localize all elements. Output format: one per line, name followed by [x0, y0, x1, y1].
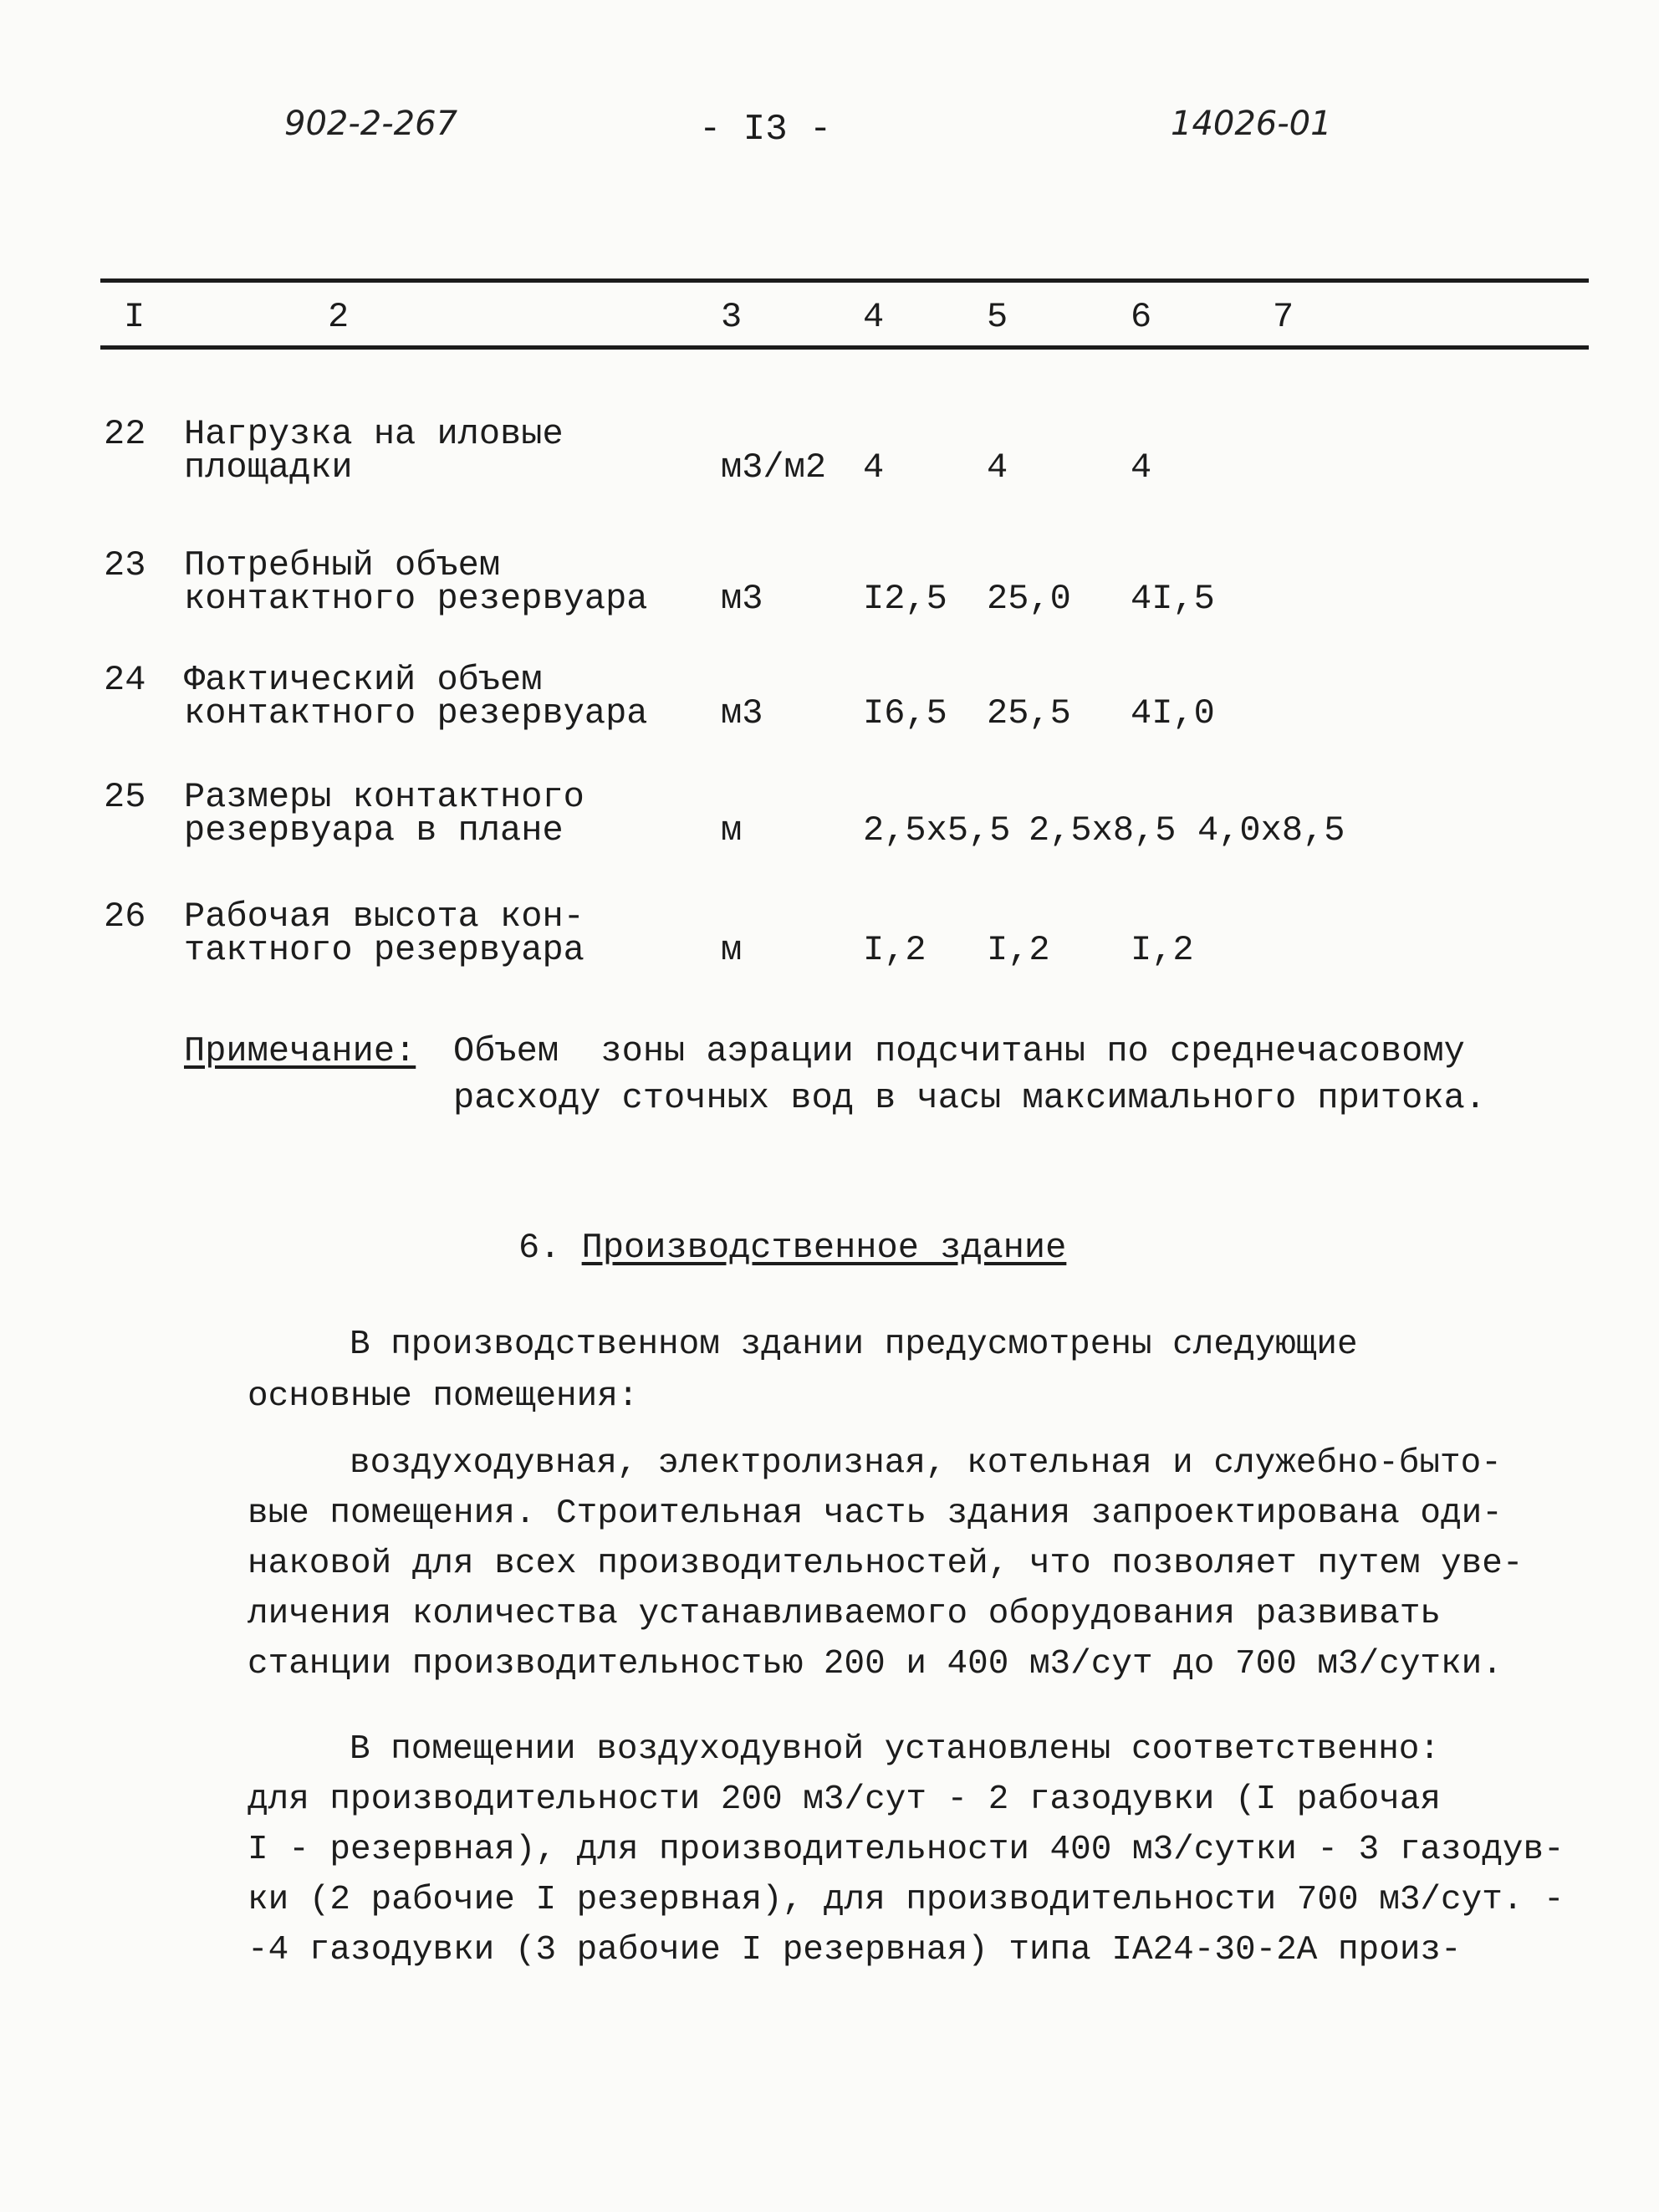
row-value-col4: 4 [863, 447, 885, 488]
sheet-code: 14026-01 [1171, 105, 1332, 143]
row-number: 23 [104, 545, 146, 585]
paragraph-line: наковой для всех производительностей, что позволяет путем уве- [248, 1545, 1524, 1583]
paragraph-line: основные помещения: [248, 1377, 639, 1416]
paragraph-line: для производительности 200 м3/сут - 2 газодувки (I рабочая [248, 1780, 1442, 1819]
row-name-line1: Рабочая высота кон- [184, 897, 584, 937]
row-value-col4: I2,5 [863, 579, 947, 619]
row-value-col6: I,2 [1131, 930, 1194, 970]
row-name-line1: Размеры контактного [184, 777, 584, 817]
row-name-line2: тактного резервуара [184, 930, 584, 970]
row-value-col6: 4,0х8,5 [1197, 810, 1345, 851]
row-name-line2: контактного резервуара [184, 579, 648, 619]
paragraph-line: воздуходувная, электролизная, котельная и служебно-быто- [350, 1444, 1502, 1483]
row-name-line1: Нагрузка на иловые [184, 414, 564, 454]
section-heading [518, 1228, 1066, 1268]
paragraph-line: -4 газодувки (3 рабочие I резервная) типа IA24-30-2A произ- [248, 1931, 1462, 1969]
row-value-col5: 25,5 [987, 693, 1071, 733]
col-header-7: 7 [1273, 297, 1294, 337]
note-line-2: расходу сточных вод в часы максимального притока. [453, 1078, 1487, 1118]
document-code: 902-2-267 [284, 105, 458, 143]
row-value-col5: 2,5х8,5 [1029, 810, 1177, 851]
section-title: Производственное здание [581, 1228, 1067, 1268]
row-unit: м3/м2 [721, 447, 827, 488]
row-value-col4: I6,5 [863, 693, 947, 733]
col-header-5: 5 [987, 297, 1008, 337]
col-header-3: 3 [721, 297, 743, 337]
section-number: 6. [518, 1228, 561, 1268]
paragraph-line: В производственном здании предусмотрены следующие [350, 1326, 1358, 1364]
row-value-col5: I,2 [987, 930, 1050, 970]
table-top-rule [100, 278, 1589, 283]
paragraph-line: I - резервная), для производительности 400 м3/сутки - 3 газодув- [248, 1831, 1565, 1869]
row-unit: м3 [721, 579, 763, 619]
row-value-col4: I,2 [863, 930, 926, 970]
row-number: 26 [104, 897, 146, 937]
col-header-4: 4 [863, 297, 885, 337]
page-number: - I3 - [699, 109, 832, 151]
row-name-line2: контактного резервуара [184, 693, 648, 733]
paragraph-line: личения количества устанавливаемого оборудования развивать [248, 1595, 1442, 1633]
paragraph-line: станции производительностью 200 и 400 м3/сут до 700 м3/сутки. [248, 1645, 1503, 1683]
col-header-6: 6 [1131, 297, 1152, 337]
row-unit: м [721, 810, 743, 851]
row-name-line1: Потребный объем [184, 545, 501, 585]
table-header-rule [100, 345, 1589, 350]
note-label: Примечание: [184, 1031, 416, 1071]
row-unit: м [721, 930, 743, 970]
note-line-1: Объем зоны аэрации подсчитаны по среднечасовому [453, 1031, 1465, 1071]
row-name-line1: Фактический объем [184, 660, 543, 700]
col-header-1: I [124, 297, 145, 337]
row-value-col4: 2,5х5,5 [863, 810, 1011, 851]
col-header-2: 2 [328, 297, 350, 337]
row-number: 25 [104, 777, 146, 817]
row-name-line2: резервуара в плане [184, 810, 564, 851]
row-value-col6: 4I,0 [1131, 693, 1215, 733]
row-number: 22 [104, 414, 146, 454]
row-value-col6: 4 [1131, 447, 1152, 488]
row-name-line2: площадки [184, 447, 353, 488]
row-value-col5: 25,0 [987, 579, 1071, 619]
paragraph-line: ки (2 рабочие I резервная), для производительности 700 м3/сут. - [248, 1881, 1565, 1919]
row-value-col6: 4I,5 [1131, 579, 1215, 619]
row-value-col5: 4 [987, 447, 1008, 488]
row-unit: м3 [721, 693, 763, 733]
row-number: 24 [104, 660, 146, 700]
paragraph-line: вые помещения. Строительная часть здания запроектирована оди- [248, 1494, 1503, 1533]
paragraph-line: В помещении воздуходувной установлены соответственно: [350, 1730, 1441, 1769]
